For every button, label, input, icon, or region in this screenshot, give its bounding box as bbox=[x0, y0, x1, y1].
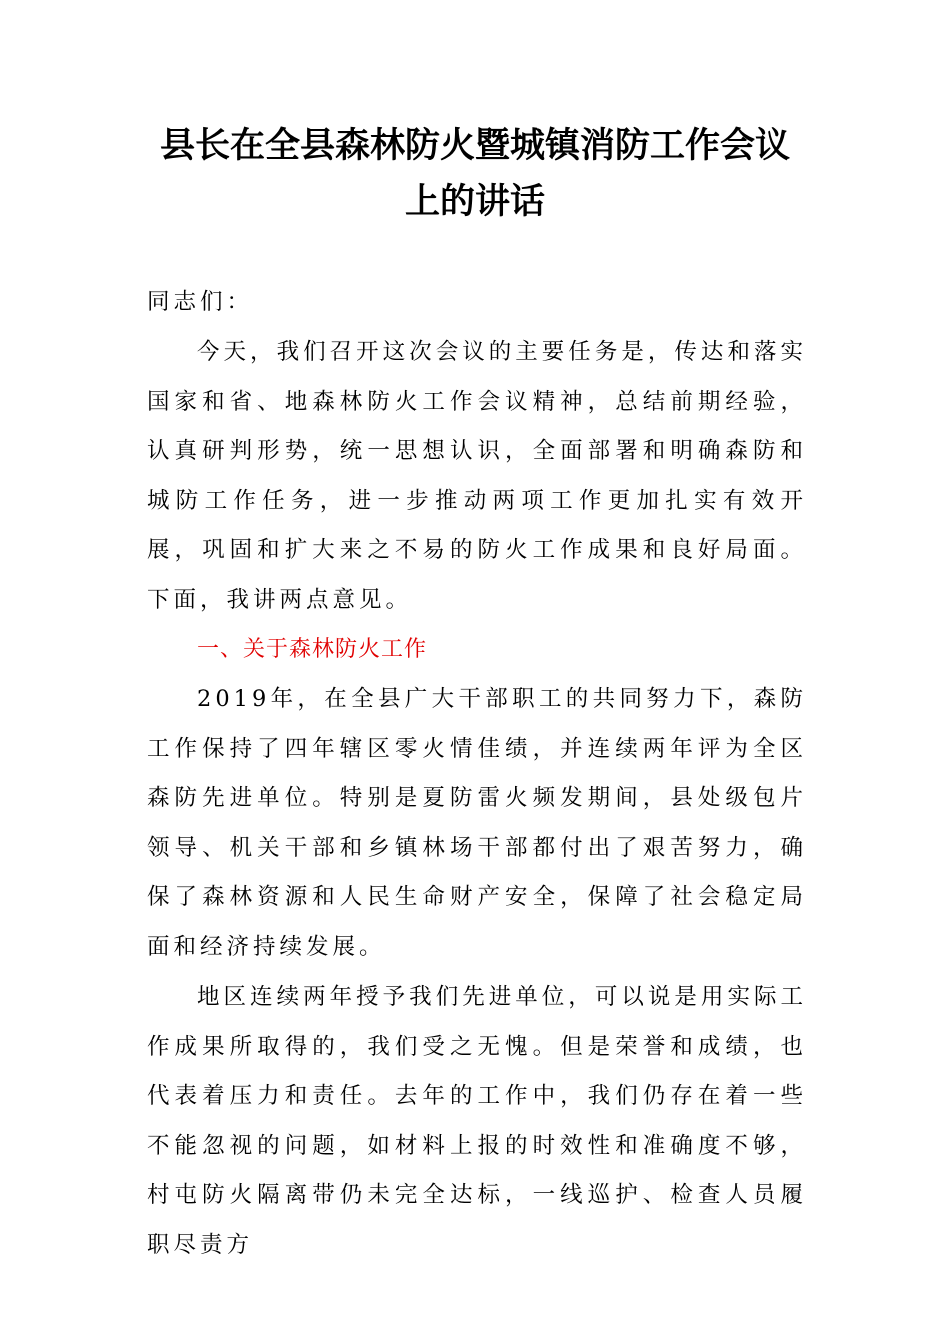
title-line-2: 上的讲话 bbox=[404, 181, 545, 222]
document-title bbox=[120, 118, 830, 230]
salutation: 同志们： bbox=[147, 289, 254, 315]
paragraph-2019-achievements: 2019年，在全县广大干部职工的共同努力下，森防工作保持了四年辖区零火情佳绩，并连续两年评为全区森防先进单位。特别是夏防雷火频发期间，县处级包片领导、机关干部和乡镇林场干部都付出了艰苦努力，确保了森林资源和人民生命财产安全，保障了社会稳定局面和经济持续发展。 bbox=[147, 686, 807, 960]
paragraph-problems: 地区连续两年授予我们先进单位，可以说是用实际工作成果所取得的，我们受之无愧。但是荣誉和成绩，也代表着压力和责任。去年的工作中，我们仍存在着一些不能忽视的问题，如材料上报的时效性和准确度不够，村屯防火隔离带仍未完全达标，一线巡护、检查人员履职尽责方 bbox=[147, 984, 807, 1258]
title-line-1: 县长在全县森林防火暨城镇消防工作会议 bbox=[159, 125, 790, 166]
section-heading-forest-fire: 一、关于森林防火工作 bbox=[197, 637, 428, 662]
paragraph-intro: 今天，我们召开这次会议的主要任务是，传达和落实国家和省、地森林防火工作会议精神，总结前期经验，认真研判形势，统一思想认识，全面部署和明确森防和城防工作任务，进一步推动两项工作更加扎实有效开展，巩固和扩大来之不易的防火工作成果和良好局面。下面，我讲两点意见。 bbox=[147, 339, 807, 613]
